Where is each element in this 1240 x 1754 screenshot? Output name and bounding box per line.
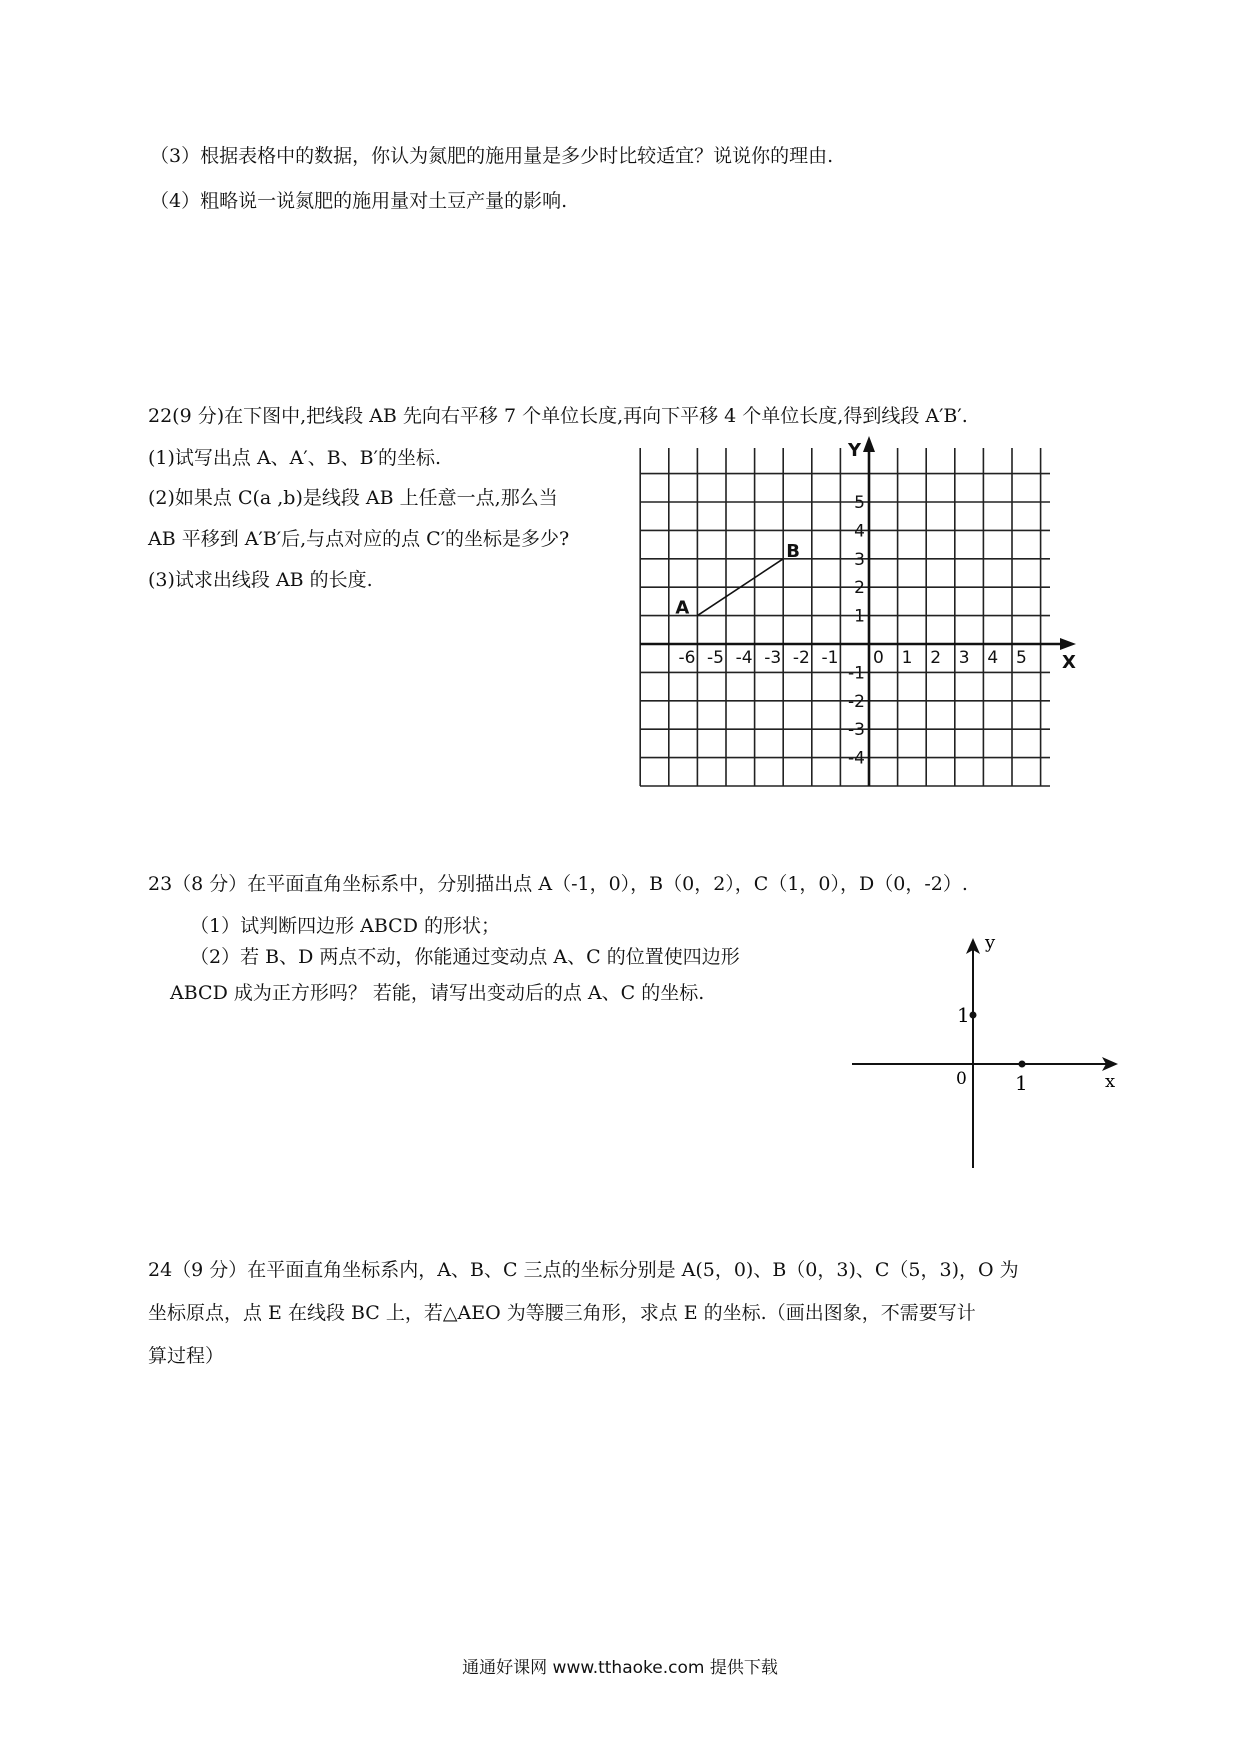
q22-x-tick-label: 5 (1016, 648, 1027, 668)
q22-x-tick-label: 1 (901, 648, 913, 668)
q22-y-tick-label: 1 (854, 606, 865, 627)
q23-origin-label: 0 (956, 1069, 967, 1089)
q24-line3: 算过程） (148, 1345, 225, 1367)
q22-x-tick-label: 2 (930, 648, 942, 668)
q22-y-tick-label: -2 (848, 691, 865, 712)
point-a-label: A (675, 597, 690, 619)
q22-x-tick-label: -6 (678, 648, 696, 668)
q22-y-axis-label: Y (848, 440, 862, 461)
q22-y-tick-label: 2 (854, 578, 865, 599)
q22-sub2-line2: AB 平移到 A′B′后,与点对应的点 C′的坐标是多少? (148, 528, 570, 550)
q22-sub2-line1: (2)如果点 C(a ,b)是线段 AB 上任意一点,那么当 (148, 487, 558, 509)
q23-y-axis-label: y (985, 932, 996, 953)
q24-line1: 24（9 分）在平面直角坐标系内，A、B、C 三点的坐标分别是 A(5，0)、B（0，3)、C（5，3)，O 为 (148, 1259, 1019, 1281)
q22-x-tick-label: -2 (792, 648, 810, 668)
q22-x-tick-label: -1 (821, 648, 839, 668)
q22-x-axis-label: X (1062, 652, 1076, 673)
q22-x-tick-label: -4 (735, 648, 753, 668)
q23-x-unit-label: 1 (1015, 1071, 1028, 1095)
q22-y-tick-label: -3 (848, 720, 865, 741)
q23-sub1: （1）试判断四边形 ABCD 的形状； (190, 915, 500, 937)
q22-y-tick-label: -1 (848, 663, 865, 684)
q24-line2: 坐标原点，点 E 在线段 BC 上，若△AEO 为等腰三角形，求点 E 的坐标.（画出图象，不需要写计 (148, 1302, 976, 1324)
q22-x-tick-label: 3 (958, 648, 970, 668)
q22-x-tick-label: 4 (987, 648, 999, 668)
q22-stem: 22(9 分)在下图中,把线段 AB 先向右平移 7 个单位长度,再向下平移 4 个单位长度,得到线段 A′B′. (148, 405, 968, 427)
q23-y-unit-dot (970, 1012, 977, 1019)
q22-sub1: (1)试写出点 A、A′、B、B′的坐标. (148, 447, 441, 469)
q23-sub2-line1: （2）若 B、D 两点不动，你能通过变动点 A、C 的位置使四边形 (190, 946, 740, 968)
q22-sub3: (3)试求出线段 AB 的长度. (148, 569, 373, 591)
q23-x-unit-dot (1019, 1061, 1026, 1068)
q22-y-tick-label: -4 (848, 748, 865, 769)
q23-y-unit-label: 1 (957, 1003, 970, 1027)
q22-y-tick-label: 4 (854, 521, 865, 542)
q22-y-tick-label: 3 (854, 549, 865, 570)
q23-stem: 23（8 分）在平面直角坐标系中，分别描出点 A（-1，0），B（0，2），C（1，0），D（0，-2）. (148, 873, 968, 895)
q21-sub3: （3）根据表格中的数据，你认为氮肥的施用量是多少时比较适宜？说说你的理由. (150, 145, 834, 167)
q23-x-axis-label: x (1105, 1071, 1116, 1092)
q22-y-tick-label: 5 (854, 493, 865, 513)
q23-sub2-line2: ABCD 成为正方形吗？ 若能，请写出变动后的点 A、C 的坐标. (170, 982, 705, 1004)
q22-x-tick-label: -5 (707, 648, 724, 668)
point-b-label: B (786, 540, 800, 562)
q22-x-tick-label: -3 (764, 648, 782, 668)
page-footer: 通通好课网 www.tthaoke.com 提供下载 (462, 1658, 778, 1678)
q21-sub4: （4）粗略说一说氮肥的施用量对土豆产量的影响. (150, 190, 568, 212)
q22-x-tick-label: 0 (873, 648, 884, 668)
